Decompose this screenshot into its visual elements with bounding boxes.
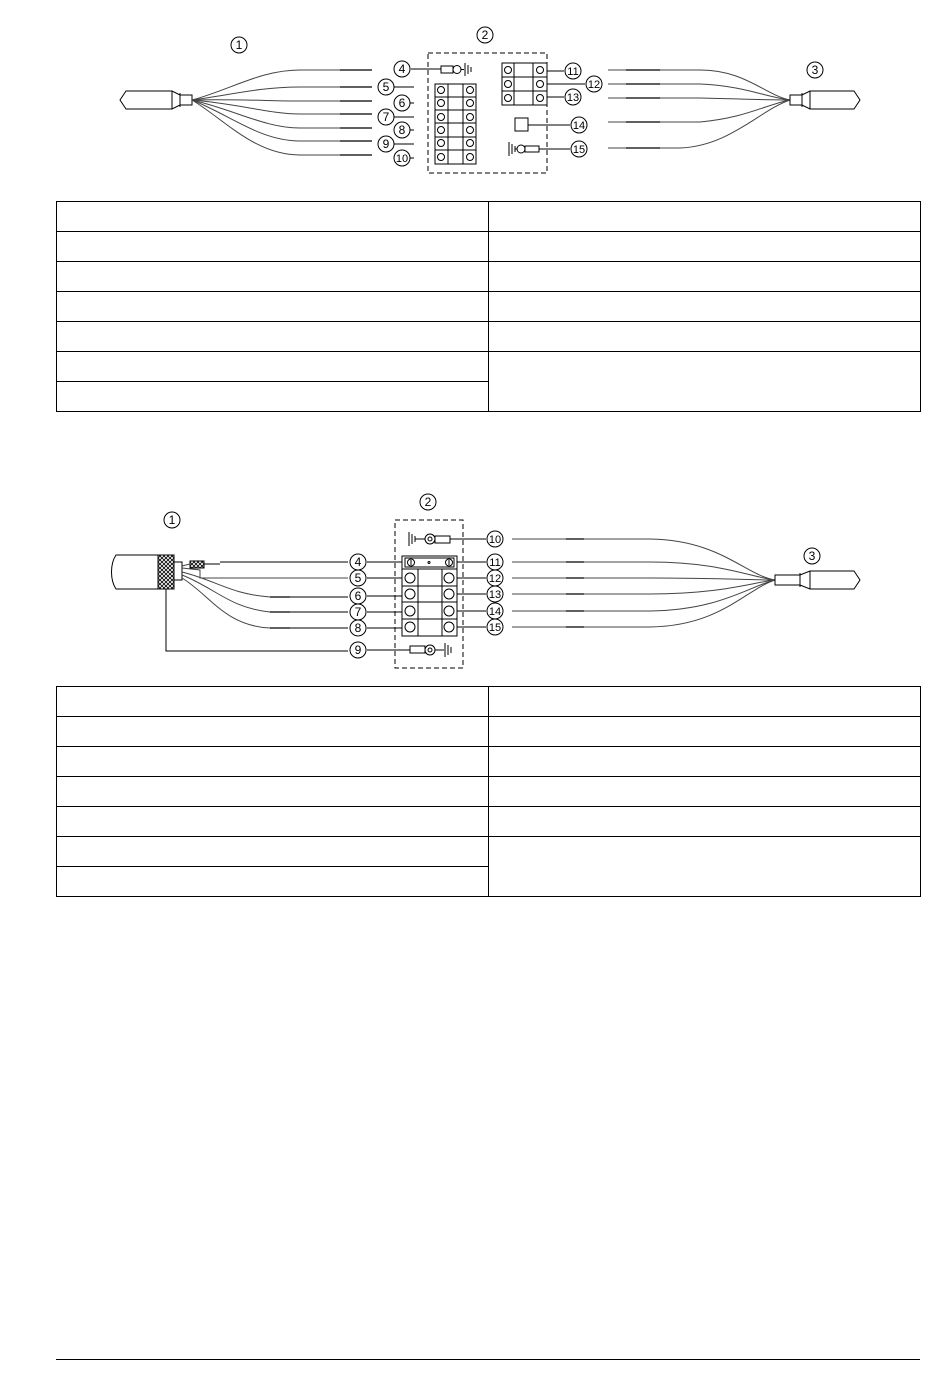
callout-3 — [804, 548, 820, 564]
right-wire-bundle — [512, 539, 775, 627]
callout-2 — [420, 494, 436, 510]
callout-1-label: 1 — [168, 513, 176, 527]
callout-12-label: 12 — [488, 573, 502, 585]
callout-11 — [487, 554, 503, 570]
callout-3-label: 3 — [808, 549, 816, 563]
callout-11-label: 11 — [567, 66, 579, 78]
terminal-strip-left — [435, 84, 476, 164]
callout-3 — [807, 62, 823, 78]
legend-table-1 — [56, 201, 921, 412]
table-cell-merged — [489, 837, 921, 897]
callout-2 — [477, 27, 493, 43]
left-wire-bundle — [192, 70, 372, 155]
table-row — [57, 747, 921, 777]
ground-symbol-icon — [509, 142, 539, 156]
right-wire-bundle — [608, 70, 790, 148]
table-cell — [489, 202, 921, 232]
wiring-diagram-2 — [0, 480, 950, 675]
callout-14 — [487, 603, 503, 619]
table-row — [57, 687, 921, 717]
callout-12 — [487, 570, 503, 586]
table-cell — [57, 322, 489, 352]
screw-terminal-icon — [515, 118, 528, 131]
callout-1 — [164, 512, 180, 528]
callout-11 — [565, 63, 581, 79]
footer-divider — [56, 1359, 920, 1360]
shielded-cable-icon — [112, 555, 221, 589]
callout-13-label: 13 — [488, 589, 502, 601]
callout-11-label: 11 — [489, 557, 501, 569]
cable-plug-icon — [120, 91, 192, 109]
callouts — [231, 27, 823, 166]
table-row — [57, 232, 921, 262]
table-cell — [489, 687, 921, 717]
table-cell — [489, 232, 921, 262]
table-cell — [57, 777, 489, 807]
ground-symbol-icon — [441, 63, 471, 76]
callout-12 — [586, 76, 602, 92]
cable-plug-icon — [775, 571, 860, 589]
table-cell — [57, 262, 489, 292]
table-cell — [57, 382, 489, 412]
callout-7-label: 7 — [354, 605, 362, 619]
table-cell — [57, 292, 489, 322]
table-cell — [489, 717, 921, 747]
table-cell — [57, 202, 489, 232]
table-cell — [489, 747, 921, 777]
callout-15-label: 15 — [572, 144, 586, 156]
table-cell — [57, 687, 489, 717]
table-row — [57, 262, 921, 292]
table-row — [57, 352, 921, 382]
callout-5-label: 5 — [382, 80, 390, 94]
terminal-block — [402, 556, 457, 636]
callout-9 — [350, 642, 366, 658]
callout-5 — [378, 79, 394, 95]
legend-table-2 — [56, 686, 921, 897]
callout-3-label: 3 — [811, 63, 819, 77]
table-cell — [489, 262, 921, 292]
callout-14-label: 14 — [488, 606, 502, 618]
callout-10 — [487, 531, 503, 547]
callout-2-label: 2 — [481, 28, 489, 42]
table-cell — [57, 352, 489, 382]
callout-9-label: 9 — [382, 137, 390, 151]
callout-6-label: 6 — [398, 96, 406, 110]
callout-15-label: 15 — [488, 622, 502, 634]
callout-12-label: 12 — [587, 79, 601, 91]
callout-2-label: 2 — [424, 495, 432, 509]
table-cell — [57, 747, 489, 777]
callout-13 — [565, 89, 581, 105]
callout-15 — [487, 619, 503, 635]
cable-plug-icon — [790, 91, 860, 109]
callout-14-label: 14 — [572, 120, 586, 132]
ground-symbol-icon — [409, 532, 450, 546]
wiring-diagram-1 — [0, 0, 950, 190]
callout-4-label: 4 — [398, 62, 406, 76]
callout-6 — [394, 95, 410, 111]
callout-9-label: 9 — [354, 643, 362, 657]
callout-9 — [378, 136, 394, 152]
callout-7 — [378, 109, 394, 125]
table-row — [57, 777, 921, 807]
table-row — [57, 837, 921, 867]
callout-8-label: 8 — [398, 123, 406, 137]
table-row — [57, 717, 921, 747]
callout-6 — [350, 588, 366, 604]
table-row — [57, 292, 921, 322]
table-cell — [57, 807, 489, 837]
table-row — [57, 202, 921, 232]
callout-8 — [350, 620, 366, 636]
junction-box — [428, 53, 547, 173]
table-cell — [57, 232, 489, 262]
callout-4-label: 4 — [354, 555, 362, 569]
ground-symbol-icon — [410, 643, 451, 657]
callout-10 — [394, 150, 410, 166]
callout-13 — [487, 586, 503, 602]
callout-5-label: 5 — [354, 571, 362, 585]
table-row — [57, 807, 921, 837]
table-cell — [489, 322, 921, 352]
terminal-strip-right — [502, 63, 547, 105]
callout-14 — [571, 117, 587, 133]
table-cell — [489, 292, 921, 322]
table-cell — [57, 867, 489, 897]
table-cell — [489, 807, 921, 837]
table-cell-merged — [489, 352, 921, 412]
callout-1 — [231, 37, 247, 53]
table-cell — [489, 777, 921, 807]
callout-4 — [394, 61, 410, 77]
callout-15 — [571, 141, 587, 157]
callout-8 — [394, 122, 410, 138]
callout-1-label: 1 — [235, 38, 243, 52]
callout-10-label: 10 — [488, 534, 502, 546]
callout-10-label: 10 — [395, 153, 409, 165]
callout-7-label: 7 — [382, 110, 390, 124]
callout-8-label: 8 — [354, 621, 362, 635]
callout-13-label: 13 — [566, 92, 580, 104]
callout-7 — [350, 604, 366, 620]
table-row — [57, 322, 921, 352]
callouts — [164, 494, 820, 658]
table-cell — [57, 837, 489, 867]
table-cell — [57, 717, 489, 747]
callout-5 — [350, 570, 366, 586]
callout-6-label: 6 — [354, 589, 362, 603]
callout-4 — [350, 554, 366, 570]
